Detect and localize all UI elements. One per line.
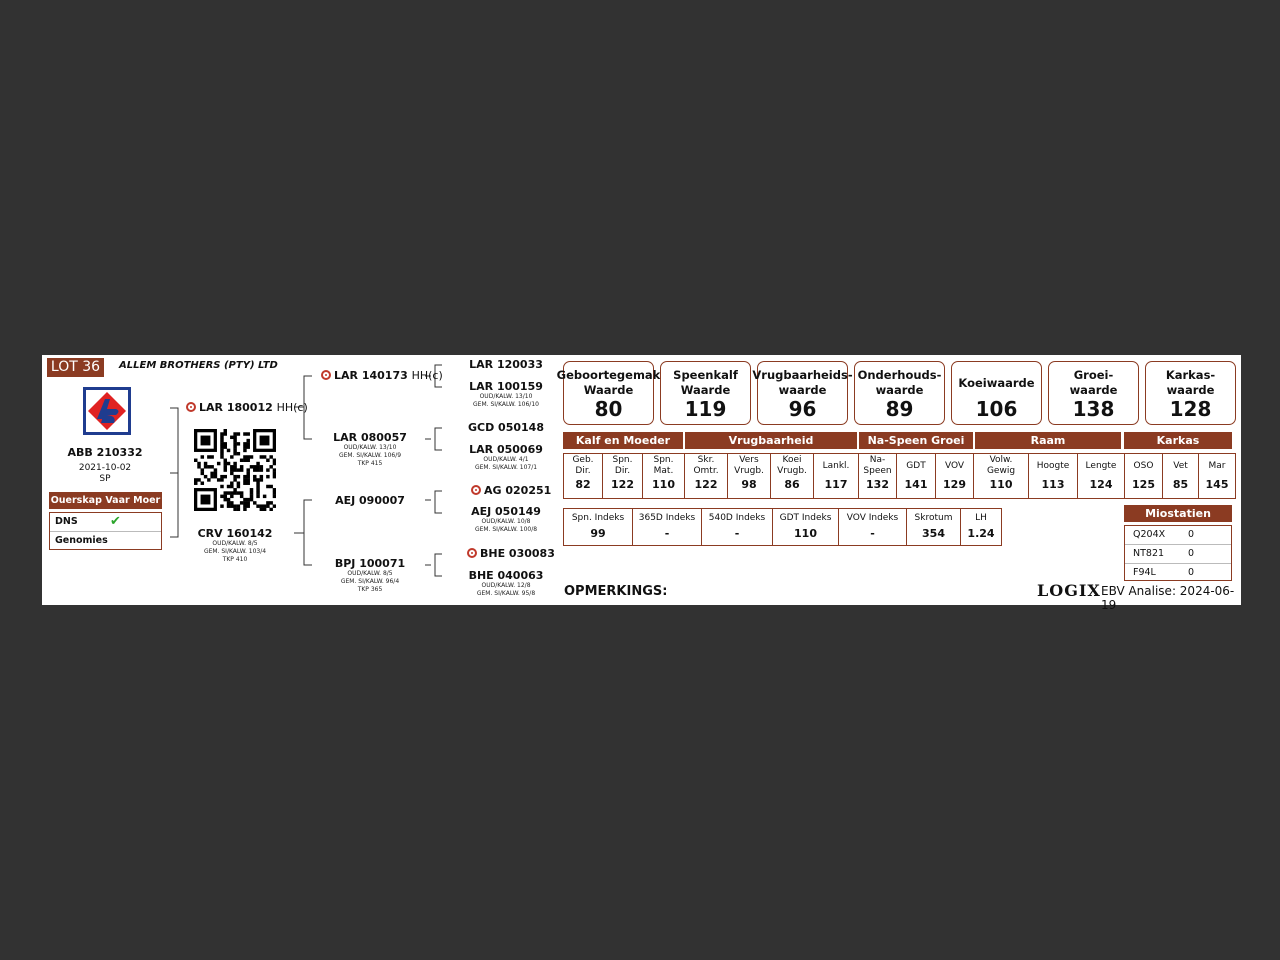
ebv-cell <box>603 454 643 498</box>
pedigree-dd-l1: OUD/KALW. 8/5 <box>347 570 393 577</box>
value-number: 96 <box>788 397 817 421</box>
check-icon: ✔ <box>110 514 121 529</box>
ebv-cell <box>728 454 771 498</box>
ebv-head: Vers <box>739 455 759 465</box>
value-box-weaning <box>660 361 751 425</box>
pedigree-dd-l2: GEM. SI/KALW. 96/4 <box>340 578 400 585</box>
ownership-col-0: Ouerskap <box>50 495 102 506</box>
ebv-value: 129 <box>943 478 966 491</box>
value-number: 138 <box>1072 397 1115 421</box>
target-icon <box>321 370 331 380</box>
miostatien-key: NT821 <box>1133 548 1165 559</box>
lot-card <box>42 355 1241 612</box>
value-box-maintenance <box>854 361 945 425</box>
ebv-cell <box>974 454 1029 498</box>
ebv-head: Na- <box>869 455 886 465</box>
ebv-head: Spn. <box>612 455 633 465</box>
miostatien-value: 0 <box>1188 548 1195 559</box>
value-label-2: Waarde <box>680 383 731 397</box>
ebv-head: Koei <box>782 455 802 465</box>
ebv-cell <box>936 454 974 498</box>
pedigree-ds <box>335 494 405 507</box>
index-value: 354 <box>922 527 945 540</box>
miostatien-value: 0 <box>1188 529 1195 540</box>
pedigree-dd-l3: TKP 365 <box>357 586 383 593</box>
value-number: 119 <box>684 397 727 421</box>
pedigree-ssd-l2: GEM. SI/KALW. 106/10 <box>473 401 539 408</box>
ebv-value: 145 <box>1205 478 1229 491</box>
value-label: Koeiwaarde <box>958 375 1035 390</box>
index-head: VOV Indeks <box>846 512 899 523</box>
ownership-row-label: Genomies <box>55 535 108 546</box>
pedigree-dam-name: CRV 160142 <box>197 527 273 540</box>
miostatien-row <box>1125 563 1231 582</box>
index-cell <box>564 509 633 545</box>
pedigree-sdd-name: LAR 050069 <box>469 443 543 456</box>
ebv-value: 85 <box>1172 478 1189 491</box>
section-frame: Raam <box>975 432 1121 449</box>
ebv-head: Lengte <box>1085 460 1117 471</box>
index-value: 99 <box>590 527 606 540</box>
ebv-head: Hoogte <box>1036 460 1070 471</box>
value-label-2: waarde <box>778 383 827 397</box>
brand-logo: LOGIX <box>1037 581 1101 600</box>
ebv-value: 141 <box>904 478 928 491</box>
value-number: 128 <box>1169 397 1212 421</box>
pedigree-dsd <box>471 505 541 534</box>
pedigree-sdd-l2: GEM. SI/KALW. 107/1 <box>474 464 538 471</box>
ebv-head: OSO <box>1133 460 1154 471</box>
ownership-col-2: Moer <box>133 495 161 506</box>
index-head: GDT Indeks <box>779 512 832 523</box>
index-cell <box>907 509 961 545</box>
target-icon <box>467 548 477 558</box>
index-cell <box>961 509 1001 545</box>
ebv-head-2: Mat. <box>653 466 674 476</box>
value-label-2: Waarde <box>583 383 634 397</box>
miostatien-value: 0 <box>1188 567 1195 578</box>
index-value: - <box>734 527 740 540</box>
ebv-value: 117 <box>824 478 848 491</box>
ebv-head: Skr. <box>697 455 715 465</box>
ebv-head-2: Vrugb. <box>777 466 807 476</box>
pedigree-ddd-name: BHE 040063 <box>468 569 544 582</box>
ebv-cell <box>859 454 897 498</box>
value-label: Karkas- <box>1165 368 1216 382</box>
ebv-head: GDT <box>906 460 926 471</box>
value-number: 106 <box>975 397 1018 421</box>
value-number: 80 <box>594 397 623 421</box>
value-label-2: waarde <box>1166 383 1215 397</box>
miostatien-header: Miostatien <box>1124 505 1232 522</box>
pedigree-ss <box>321 369 443 382</box>
pedigree-ss-hh: HH(c) <box>411 369 443 382</box>
pedigree-sdd <box>469 443 543 472</box>
ebv-cell <box>1125 454 1163 498</box>
value-label: Speenkalf <box>673 368 738 382</box>
value-label: Vrugbaarheids- <box>752 368 853 382</box>
ebv-date: EBV Analise: 2024-06-19 <box>1101 584 1235 612</box>
ebv-cell <box>814 454 859 498</box>
miostatien-key: Q204X <box>1133 529 1166 540</box>
pedigree-sire <box>186 401 308 414</box>
ebv-value: 86 <box>784 478 800 491</box>
value-box-carcass <box>1145 361 1236 425</box>
pedigree-dsd-name: AEJ 050149 <box>471 505 541 518</box>
ebv-cell <box>1163 454 1199 498</box>
ebv-value: 124 <box>1089 478 1113 491</box>
pedigree-sire-hh: HH(c) <box>276 401 308 414</box>
miostatien-table <box>1124 525 1232 581</box>
pedigree-ssd <box>469 380 543 409</box>
value-label: Onderhouds- <box>857 368 942 382</box>
ebv-cell <box>771 454 814 498</box>
index-cell <box>839 509 907 545</box>
miostatien-row <box>1125 544 1231 563</box>
pedigree-sds-name: GCD 050148 <box>468 421 544 434</box>
pedigree-ddd <box>469 569 544 598</box>
ebv-value: 110 <box>989 478 1013 491</box>
ebv-head-2: Speen <box>863 466 892 476</box>
section-carcass: Karkas <box>1124 432 1232 449</box>
index-value: 110 <box>794 527 817 540</box>
ebv-head: Vet <box>1173 460 1188 471</box>
index-head: 365D Indeks <box>638 512 696 523</box>
pedigree-sds <box>468 421 544 434</box>
pedigree-sss <box>469 358 543 371</box>
value-box-growth <box>1048 361 1139 425</box>
index-cell <box>773 509 839 545</box>
lot-number: LOT 36 <box>47 358 104 377</box>
value-box-fertility <box>752 361 853 425</box>
target-icon <box>186 402 196 412</box>
value-number: 89 <box>885 397 914 421</box>
value-box-cow <box>951 361 1042 425</box>
pedigree-sss-name: LAR 120033 <box>469 358 543 371</box>
value-label: Geboortegemak <box>556 368 661 382</box>
remarks-label: OPMERKINGS: <box>564 584 668 599</box>
ebv-head: Volw. <box>989 455 1013 465</box>
ebv-head-2: Vrugb. <box>734 466 764 476</box>
index-value: - <box>664 527 670 540</box>
ebv-cell <box>1199 454 1235 498</box>
ebv-value: 122 <box>694 478 718 491</box>
pedigree-dd <box>335 557 405 594</box>
pedigree-ssd-name: LAR 100159 <box>469 380 543 393</box>
ebv-value: 82 <box>575 478 591 491</box>
ebv-head: VOV <box>944 460 965 471</box>
index-cell <box>702 509 773 545</box>
pedigree-dam-l2: GEM. SI/KALW. 103/4 <box>203 548 267 555</box>
pedigree-ddd-l1: OUD/KALW. 12/8 <box>481 582 531 589</box>
ebv-head-2: Dir. <box>614 466 631 476</box>
animal-dob: 2021-10-02 <box>78 463 132 473</box>
pedigree-dds-name: BHE 030083 <box>480 547 555 560</box>
animal-code: SP <box>99 474 111 484</box>
ebv-table <box>563 453 1236 499</box>
index-table <box>563 508 1002 546</box>
value-label-2: waarde <box>1069 383 1118 397</box>
animal-id: ABB 210332 <box>67 446 143 459</box>
pedigree-dam-l1: OUD/KALW. 8/5 <box>212 540 258 547</box>
section-calf-dam: Kalf en Moeder <box>563 432 683 449</box>
ebv-value: 122 <box>611 478 634 491</box>
index-head: LH <box>975 512 987 523</box>
index-head: 540D Indeks <box>708 512 766 523</box>
ebv-value: 113 <box>1041 478 1065 491</box>
pedigree-sire-name: LAR 180012 <box>199 401 273 414</box>
ownership-row-label: DNS <box>55 516 78 527</box>
pedigree-sd-l3: TKP 415 <box>357 460 383 467</box>
pedigree-sdd-l1: OUD/KALW. 4/1 <box>483 456 529 463</box>
ebv-cell <box>643 454 685 498</box>
pedigree-dam-l3: TKP 410 <box>222 556 248 563</box>
pedigree-dss-name: AG 020251 <box>484 484 552 497</box>
pedigree-sd-l2: GEM. SI/KALW. 106/9 <box>338 452 402 459</box>
miostatien-row <box>1125 526 1231 544</box>
miostatien-key: F94L <box>1133 567 1156 578</box>
pedigree-dd-name: BPJ 100071 <box>334 557 406 570</box>
pedigree-ssd-l1: OUD/KALW. 13/10 <box>479 393 533 400</box>
ebv-head-2: Gewig <box>986 466 1016 476</box>
pedigree-dam <box>198 527 273 564</box>
pedigree-dsd-l1: OUD/KALW. 10/8 <box>481 518 531 525</box>
pedigree-sd <box>333 431 407 468</box>
ebv-head: Spn. <box>653 455 674 465</box>
value-label: Groei- <box>1073 368 1114 382</box>
ebv-value: 125 <box>1132 478 1155 491</box>
ownership-col-1: Vaar <box>105 495 130 506</box>
ebv-cell <box>564 454 603 498</box>
value-box-birth-ease <box>556 361 661 425</box>
value-label-2: waarde <box>875 383 924 397</box>
pedigree-dss <box>471 484 551 497</box>
ebv-head-2: Dir. <box>575 466 591 476</box>
ebv-value: 98 <box>741 478 757 491</box>
ebv-value: 110 <box>652 478 675 491</box>
pedigree-dsd-l2: GEM. SI/KALW. 100/8 <box>474 526 538 533</box>
ebv-cell <box>685 454 728 498</box>
pedigree-ddd-l2: GEM. SI/KALW. 95/8 <box>476 590 536 597</box>
pedigree-sd-l1: OUD/KALW. 13/10 <box>343 444 397 451</box>
ebv-cell <box>897 454 936 498</box>
index-value: 1.24 <box>967 527 995 540</box>
pedigree-sd-name: LAR 080057 <box>333 431 407 444</box>
section-post-wean: Na-Speen Groei <box>859 432 973 449</box>
index-head: Skrotum <box>914 512 953 523</box>
target-icon <box>471 485 481 495</box>
index-head: Spn. Indeks <box>571 512 625 523</box>
index-value: - <box>870 527 875 540</box>
pedigree-ds-name: AEJ 090007 <box>335 494 405 507</box>
owner-name: ALLEM BROTHERS (PTY) LTD <box>119 360 278 371</box>
ebv-cell <box>1078 454 1125 498</box>
section-fertility: Vrugbaarheid <box>685 432 857 449</box>
pedigree-ss-name: LAR 140173 <box>334 369 408 382</box>
ebv-head: Mar <box>1208 460 1226 471</box>
ebv-head: Geb. <box>572 455 594 465</box>
ebv-head: Lankl. <box>822 460 850 471</box>
ebv-value: 132 <box>866 478 889 491</box>
pedigree-dds <box>467 547 555 560</box>
index-cell <box>633 509 702 545</box>
ebv-head-2: Omtr. <box>693 466 719 476</box>
ebv-cell <box>1029 454 1078 498</box>
